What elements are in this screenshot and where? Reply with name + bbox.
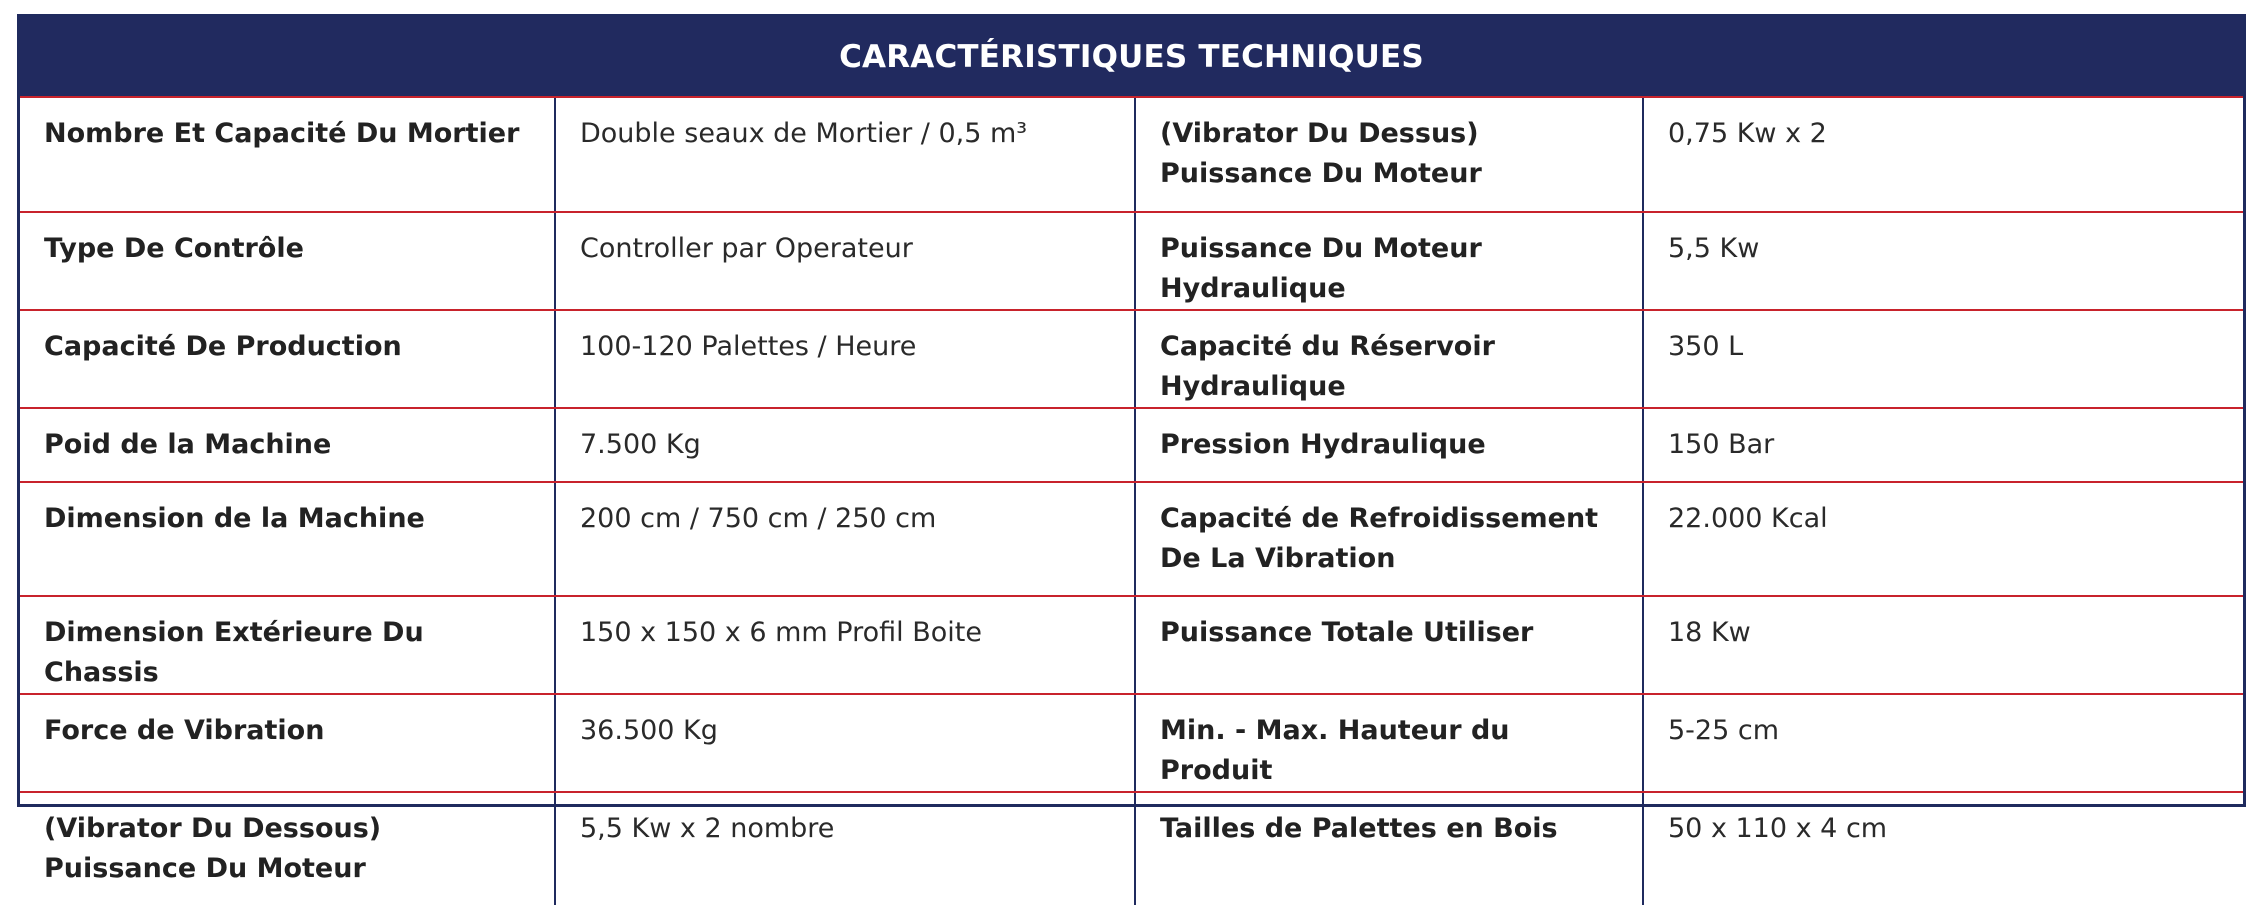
spec-table-container [17, 14, 2246, 884]
spec-label: Capacité du Réservoir Hydraulique [1135, 310, 1643, 408]
spec-label: Type De Contrôle [20, 212, 555, 310]
spec-value: Controller par Operateur [555, 212, 1135, 310]
table-row [20, 482, 2243, 596]
spec-label: (Vibrator Du Dessus) Puissance Du Moteur [1135, 98, 1643, 212]
spec-value: 5,5 Kw [1643, 212, 2243, 310]
table-title: CARACTÉRISTIQUES TECHNIQUES [20, 17, 2243, 98]
spec-label: Force de Vibration [20, 694, 555, 792]
spec-value: 7.500 Kg [555, 408, 1135, 482]
spec-value: 0,75 Kw x 2 [1643, 98, 2243, 212]
spec-value: 5,5 Kw x 2 nombre [555, 792, 1135, 905]
spec-value: 200 cm / 750 cm / 250 cm [555, 482, 1135, 596]
table-row [20, 694, 2243, 792]
spec-label: Poid de la Machine [20, 408, 555, 482]
table-row [20, 310, 2243, 408]
spec-label: Capacité de Refroidissement De La Vibration [1135, 482, 1643, 596]
spec-value: 18 Kw [1643, 596, 2243, 694]
spec-table [20, 98, 2243, 905]
spec-label: Capacité De Production [20, 310, 555, 408]
spec-value: 150 x 150 x 6 mm Profil Boite [555, 596, 1135, 694]
spec-value: 150 Bar [1643, 408, 2243, 482]
table-row [20, 212, 2243, 310]
spec-value: 100-120 Palettes / Heure [555, 310, 1135, 408]
table-row [20, 792, 2243, 905]
spec-label: Dimension Extérieure Du Chassis [20, 596, 555, 694]
spec-value: 350 L [1643, 310, 2243, 408]
spec-value: 5-25 cm [1643, 694, 2243, 792]
spec-label: Puissance Totale Utiliser [1135, 596, 1643, 694]
table-row [20, 98, 2243, 212]
spec-label: Min. - Max. Hauteur du Produit [1135, 694, 1643, 792]
spec-label: Nombre Et Capacité Du Mortier [20, 98, 555, 212]
spec-value: 36.500 Kg [555, 694, 1135, 792]
spec-label: Puissance Du Moteur Hydraulique [1135, 212, 1643, 310]
spec-label: Pression Hydraulique [1135, 408, 1643, 482]
spec-value: Double seaux de Mortier / 0,5 m³ [555, 98, 1135, 212]
spec-label: (Vibrator Du Dessous) Puissance Du Moteur [20, 792, 555, 905]
spec-value: 22.000 Kcal [1643, 482, 2243, 596]
spec-label: Dimension de la Machine [20, 482, 555, 596]
table-row [20, 408, 2243, 482]
table-row [20, 596, 2243, 694]
spec-label: Tailles de Palettes en Bois [1135, 792, 1643, 905]
spec-value: 50 x 110 x 4 cm [1668, 813, 1888, 844]
